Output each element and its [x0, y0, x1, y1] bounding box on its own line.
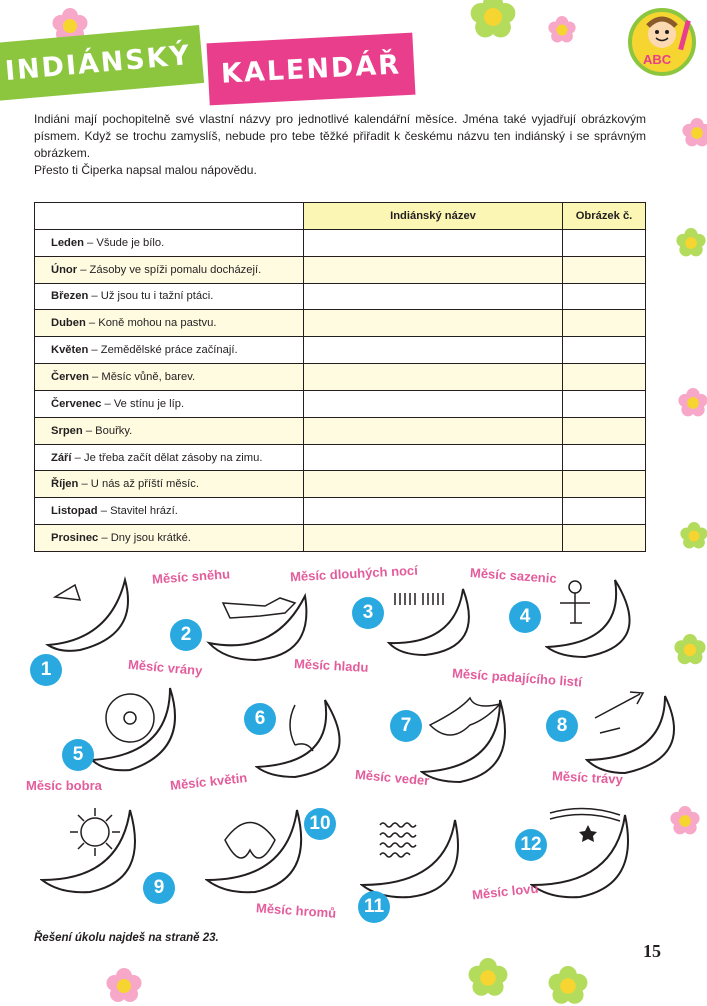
indian-name-input[interactable]	[304, 337, 563, 364]
table-row	[35, 525, 646, 552]
number-badge: 10	[304, 808, 336, 840]
number-badge: 1	[30, 654, 62, 686]
table-header-picture-number: Obrázek č.	[563, 203, 646, 230]
calendar-table	[34, 202, 646, 552]
moon-picture-11	[360, 805, 470, 905]
number-badge: 7	[390, 710, 422, 742]
number-badge: 3	[352, 597, 384, 629]
flower-decoration	[678, 388, 707, 418]
moon-picture-9	[40, 800, 150, 900]
intro-paragraph: Indiáni mají pochopitelně své vlastní názvy pro jednotlivé kalendářní měsíce. Jména také vyjadřují obrázkovým písmem. Když se trochu zamyslíš, nebude pro tebe těžké přiřadit k českému názvu ten indiánský i se správným obrázkem.	[34, 112, 646, 160]
title-banner-pink	[207, 33, 416, 106]
table-row	[35, 390, 646, 417]
number-badge: 11	[358, 891, 390, 923]
moon-label: Měsíc květin	[169, 769, 248, 794]
table-header-empty	[35, 203, 304, 230]
month-cell: Září – Je třeba začít dělat zásoby na zimu.	[35, 444, 304, 471]
moon-picture-7	[420, 690, 520, 790]
moon-label: Měsíc dlouhých nocí	[289, 562, 419, 585]
picture-number-input[interactable]	[563, 364, 646, 391]
table-header-indian-name: Indiánský název	[304, 203, 563, 230]
intro-text	[34, 111, 646, 179]
table-row	[35, 256, 646, 283]
indian-name-input[interactable]	[304, 417, 563, 444]
flower-decoration	[548, 16, 576, 44]
picture-number-input[interactable]	[563, 337, 646, 364]
moon-picture-10	[205, 800, 315, 900]
month-cell: Říjen – U nás až příští měsíc.	[35, 471, 304, 498]
picture-number-input[interactable]	[563, 283, 646, 310]
moon-picture-12	[530, 805, 640, 905]
number-badge: 8	[546, 710, 578, 742]
flower-decoration	[468, 958, 508, 998]
intro-paragraph: Přesto ti Čiperka napsal malou nápovědu.	[34, 163, 257, 177]
moon-label: Měsíc hromů	[255, 900, 337, 921]
indian-name-input[interactable]	[304, 390, 563, 417]
number-badge: 4	[509, 601, 541, 633]
logo-text: ABC	[643, 52, 672, 67]
moon-label: Měsíc sněhu	[151, 566, 231, 587]
indian-name-input[interactable]	[304, 525, 563, 552]
moon-picture-4	[545, 575, 645, 665]
moon-picture-5	[90, 680, 190, 780]
table-row	[35, 417, 646, 444]
abc-logo	[628, 8, 696, 76]
table-row	[35, 283, 646, 310]
month-cell: Červen – Měsíc vůně, barev.	[35, 364, 304, 391]
title-banner-green	[0, 25, 204, 101]
indian-name-input[interactable]	[304, 283, 563, 310]
table-row	[35, 498, 646, 525]
solution-note: Řešení úkolu najdeš na straně 23.	[34, 932, 219, 944]
number-badge: 6	[244, 703, 276, 735]
moon-label: Měsíc trávy	[551, 768, 624, 787]
flower-decoration	[682, 118, 707, 148]
picture-number-input[interactable]	[563, 471, 646, 498]
flower-decoration	[670, 806, 700, 836]
month-cell: Červenec – Ve stínu je líp.	[35, 390, 304, 417]
flower-decoration	[676, 228, 706, 258]
picture-number-input[interactable]	[563, 444, 646, 471]
indian-name-input[interactable]	[304, 229, 563, 256]
title-part2: KALENDÁŘ	[220, 48, 402, 90]
table-row	[35, 471, 646, 498]
flower-decoration	[548, 966, 588, 1006]
picture-number-input[interactable]	[563, 390, 646, 417]
picture-number-input[interactable]	[563, 229, 646, 256]
moon-label: Měsíc veder	[354, 766, 430, 789]
moon-picture-1	[40, 575, 140, 655]
picture-number-input[interactable]	[563, 525, 646, 552]
month-cell: Srpen – Bouřky.	[35, 417, 304, 444]
moon-label: Měsíc padajícího listí	[451, 665, 583, 690]
picture-number-input[interactable]	[563, 256, 646, 283]
picture-number-input[interactable]	[563, 417, 646, 444]
moon-label: Měsíc bobra	[26, 778, 102, 793]
moon-label: Měsíc hladu	[293, 656, 369, 675]
moon-label: Měsíc lovu	[471, 880, 540, 903]
table-row	[35, 310, 646, 337]
indian-name-input[interactable]	[304, 471, 563, 498]
title-part1: INDIÁNSKÝ	[3, 39, 193, 87]
indian-name-input[interactable]	[304, 364, 563, 391]
month-cell: Prosinec – Dny jsou krátké.	[35, 525, 304, 552]
month-cell: Květen – Zemědělské práce začínají.	[35, 337, 304, 364]
indian-name-input[interactable]	[304, 498, 563, 525]
table-row	[35, 444, 646, 471]
month-cell: Listopad – Stavitel hrází.	[35, 498, 304, 525]
indian-name-input[interactable]	[304, 256, 563, 283]
table-row	[35, 229, 646, 256]
table-row	[35, 364, 646, 391]
number-badge: 5	[62, 739, 94, 771]
table-row	[35, 337, 646, 364]
month-cell: Leden – Všude je bílo.	[35, 229, 304, 256]
indian-name-input[interactable]	[304, 310, 563, 337]
moon-label: Měsíc sazenic	[469, 564, 558, 587]
flower-decoration	[470, 0, 516, 40]
number-badge: 2	[170, 619, 202, 651]
moon-picture-8	[585, 688, 685, 778]
picture-number-input[interactable]	[563, 498, 646, 525]
flower-decoration	[680, 522, 707, 550]
month-cell: Únor – Zásoby ve spíži pomalu docházejí.	[35, 256, 304, 283]
page-number: 15	[643, 941, 661, 961]
moon-picture-3	[385, 583, 485, 663]
indian-name-input[interactable]	[304, 444, 563, 471]
number-badge: 9	[143, 872, 175, 904]
month-cell: Březen – Už jsou tu i tažní ptáci.	[35, 283, 304, 310]
number-badge: 12	[515, 829, 547, 861]
table-header-row	[35, 203, 646, 230]
picture-number-input[interactable]	[563, 310, 646, 337]
flower-decoration	[106, 968, 142, 1004]
month-cell: Duben – Koně mohou na pastvu.	[35, 310, 304, 337]
moon-label: Měsíc vrány	[127, 656, 203, 679]
flower-decoration	[674, 634, 706, 666]
